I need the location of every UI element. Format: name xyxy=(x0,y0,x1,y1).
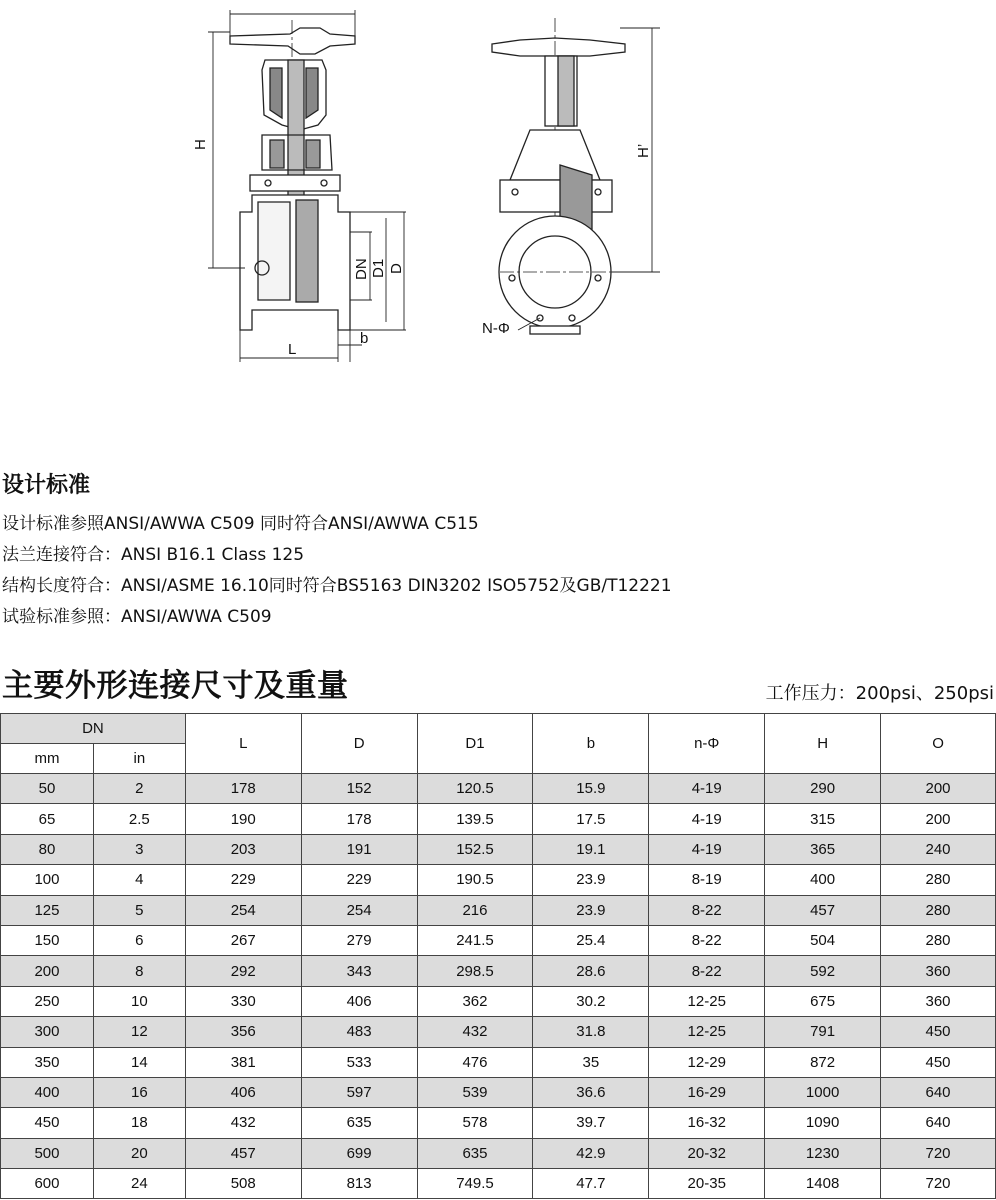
table-cell: 4-19 xyxy=(649,804,765,834)
table-cell: 20 xyxy=(93,1138,185,1168)
table-cell: 25.4 xyxy=(533,925,649,955)
table-cell: 450 xyxy=(881,1017,996,1047)
table-cell: 280 xyxy=(881,925,996,955)
table-cell: 47.7 xyxy=(533,1169,649,1199)
table-cell: 360 xyxy=(881,956,996,986)
table-row xyxy=(1,956,996,986)
table-cell: 315 xyxy=(765,804,881,834)
table-cell: 18 xyxy=(93,1108,185,1138)
table-cell: 191 xyxy=(301,834,417,864)
valve-technical-drawing xyxy=(0,0,996,380)
table-row xyxy=(1,925,996,955)
working-pressure: 工作压力：200psi、250psi xyxy=(765,683,994,704)
table-cell: 216 xyxy=(417,895,533,925)
label-d: D xyxy=(388,263,405,274)
table-cell: 65 xyxy=(1,804,94,834)
table-cell: 597 xyxy=(301,1077,417,1107)
table-cell: 178 xyxy=(185,774,301,804)
table-cell: 200 xyxy=(881,774,996,804)
table-cell: 39.7 xyxy=(533,1108,649,1138)
table-cell: 31.8 xyxy=(533,1017,649,1047)
table-cell: 720 xyxy=(881,1169,996,1199)
table-cell: 20-32 xyxy=(649,1138,765,1168)
table-cell: 16-32 xyxy=(649,1108,765,1138)
table-cell: 5 xyxy=(93,895,185,925)
table-cell: 400 xyxy=(1,1077,94,1107)
table-cell: 254 xyxy=(301,895,417,925)
standards-title: 设计标准 xyxy=(2,473,91,498)
header-mm: mm xyxy=(1,744,94,774)
table-cell: 36.6 xyxy=(533,1077,649,1107)
table-row xyxy=(1,774,996,804)
table-cell: 279 xyxy=(301,925,417,955)
table-cell: 35 xyxy=(533,1047,649,1077)
table-cell: 1230 xyxy=(765,1138,881,1168)
table-cell: 457 xyxy=(185,1138,301,1168)
label-b: b xyxy=(360,330,369,347)
table-cell: 381 xyxy=(185,1047,301,1077)
table-cell: 1408 xyxy=(765,1169,881,1199)
table-cell: 19.1 xyxy=(533,834,649,864)
table-cell: 241.5 xyxy=(417,925,533,955)
table-cell: 23.9 xyxy=(533,895,649,925)
table-cell: 150 xyxy=(1,925,94,955)
header-n-phi: n-Φ xyxy=(649,714,765,774)
table-cell: 813 xyxy=(301,1169,417,1199)
table-cell: 10 xyxy=(93,986,185,1016)
header-h: H xyxy=(765,714,881,774)
table-cell: 28.6 xyxy=(533,956,649,986)
table-cell: 190 xyxy=(185,804,301,834)
table-cell: 592 xyxy=(765,956,881,986)
table-cell: 1090 xyxy=(765,1108,881,1138)
table-cell: 400 xyxy=(765,865,881,895)
table-cell: 200 xyxy=(881,804,996,834)
table-cell: 17.5 xyxy=(533,804,649,834)
table-cell: 12-25 xyxy=(649,986,765,1016)
dimensions-table xyxy=(0,713,996,1199)
table-cell: 12-29 xyxy=(649,1047,765,1077)
table-cell: 699 xyxy=(301,1138,417,1168)
table-cell: 343 xyxy=(301,956,417,986)
table-cell: 450 xyxy=(881,1047,996,1077)
table-cell: 8 xyxy=(93,956,185,986)
table-cell: 200 xyxy=(1,956,94,986)
header-b: b xyxy=(533,714,649,774)
header-l: L xyxy=(185,714,301,774)
table-cell: 640 xyxy=(881,1077,996,1107)
table-row xyxy=(1,1077,996,1107)
standards-line: 结构长度符合：ANSI/ASME 16.10同时符合BS5163 DIN3202 ISO5752及GB/T12221 xyxy=(2,576,672,596)
table-cell: 8-22 xyxy=(649,956,765,986)
table-cell: 3 xyxy=(93,834,185,864)
table-cell: 8-22 xyxy=(649,925,765,955)
table-cell: 504 xyxy=(765,925,881,955)
label-h: H xyxy=(192,139,209,150)
table-cell: 362 xyxy=(417,986,533,1016)
table-row xyxy=(1,1017,996,1047)
table-cell: 20-35 xyxy=(649,1169,765,1199)
label-n-phi: N-Φ xyxy=(482,320,510,337)
table-cell: 240 xyxy=(881,834,996,864)
table-cell: 600 xyxy=(1,1169,94,1199)
table-cell: 267 xyxy=(185,925,301,955)
table-cell: 12-25 xyxy=(649,1017,765,1047)
table-cell: 280 xyxy=(881,895,996,925)
table-row xyxy=(1,804,996,834)
table-cell: 14 xyxy=(93,1047,185,1077)
table-cell: 254 xyxy=(185,895,301,925)
table-cell: 578 xyxy=(417,1108,533,1138)
table-cell: 100 xyxy=(1,865,94,895)
table-cell: 533 xyxy=(301,1047,417,1077)
table-cell: 635 xyxy=(417,1138,533,1168)
table-row xyxy=(1,895,996,925)
table-cell: 2 xyxy=(93,774,185,804)
table-row xyxy=(1,1138,996,1168)
table-cell: 2.5 xyxy=(93,804,185,834)
table-cell: 250 xyxy=(1,986,94,1016)
header-in: in xyxy=(93,744,185,774)
table-cell: 500 xyxy=(1,1138,94,1168)
table-cell: 190.5 xyxy=(417,865,533,895)
table-row xyxy=(1,865,996,895)
table-cell: 791 xyxy=(765,1017,881,1047)
table-cell: 139.5 xyxy=(417,804,533,834)
table-cell: 292 xyxy=(185,956,301,986)
table-row xyxy=(1,1169,996,1199)
table-cell: 8-22 xyxy=(649,895,765,925)
table-cell: 483 xyxy=(301,1017,417,1047)
table-cell: 457 xyxy=(765,895,881,925)
table-cell: 290 xyxy=(765,774,881,804)
table-cell: 229 xyxy=(185,865,301,895)
table-cell: 152 xyxy=(301,774,417,804)
table-cell: 1000 xyxy=(765,1077,881,1107)
table-cell: 4-19 xyxy=(649,834,765,864)
table-cell: 80 xyxy=(1,834,94,864)
label-dn: DN xyxy=(353,258,370,280)
standards-line: 试验标准参照：ANSI/AWWA C509 xyxy=(2,607,272,627)
table-cell: 30.2 xyxy=(533,986,649,1016)
table-cell: 152.5 xyxy=(417,834,533,864)
table-row xyxy=(1,834,996,864)
table-cell: 125 xyxy=(1,895,94,925)
table-cell: 280 xyxy=(881,865,996,895)
table-cell: 635 xyxy=(301,1108,417,1138)
table-cell: 330 xyxy=(185,986,301,1016)
table-cell: 675 xyxy=(765,986,881,1016)
table-cell: 4 xyxy=(93,865,185,895)
table-cell: 120.5 xyxy=(417,774,533,804)
table-cell: 406 xyxy=(185,1077,301,1107)
table-cell: 749.5 xyxy=(417,1169,533,1199)
table-cell: 300 xyxy=(1,1017,94,1047)
header-d: D xyxy=(301,714,417,774)
table-cell: 360 xyxy=(881,986,996,1016)
table-cell: 23.9 xyxy=(533,865,649,895)
table-cell: 406 xyxy=(301,986,417,1016)
table-cell: 24 xyxy=(93,1169,185,1199)
table-row xyxy=(1,1047,996,1077)
table-cell: 16-29 xyxy=(649,1077,765,1107)
table-cell: 12 xyxy=(93,1017,185,1047)
header-d1: D1 xyxy=(417,714,533,774)
label-l: L xyxy=(288,341,297,358)
dimensions-title: 主要外形连接尺寸及重量 xyxy=(2,668,349,704)
table-cell: 229 xyxy=(301,865,417,895)
table-cell: 178 xyxy=(301,804,417,834)
table-cell: 8-19 xyxy=(649,865,765,895)
table-cell: 640 xyxy=(881,1108,996,1138)
table-cell: 42.9 xyxy=(533,1138,649,1168)
table-row xyxy=(1,1108,996,1138)
table-cell: 16 xyxy=(93,1077,185,1107)
table-cell: 720 xyxy=(881,1138,996,1168)
table-cell: 508 xyxy=(185,1169,301,1199)
table-row xyxy=(1,986,996,1016)
table-cell: 298.5 xyxy=(417,956,533,986)
table-cell: 15.9 xyxy=(533,774,649,804)
table-cell: 50 xyxy=(1,774,94,804)
table-cell: 432 xyxy=(185,1108,301,1138)
table-cell: 432 xyxy=(417,1017,533,1047)
table-cell: 365 xyxy=(765,834,881,864)
table-cell: 476 xyxy=(417,1047,533,1077)
standards-line: 法兰连接符合：ANSI B16.1 Class 125 xyxy=(2,545,305,565)
table-cell: 872 xyxy=(765,1047,881,1077)
label-h-prime: H’ xyxy=(635,143,652,158)
table-cell: 350 xyxy=(1,1047,94,1077)
table-cell: 450 xyxy=(1,1108,94,1138)
standards-list xyxy=(2,509,672,633)
header-dn: DN xyxy=(1,714,186,744)
table-cell: 356 xyxy=(185,1017,301,1047)
table-cell: 539 xyxy=(417,1077,533,1107)
table-cell: 203 xyxy=(185,834,301,864)
table-cell: 6 xyxy=(93,925,185,955)
standards-line: 设计标准参照ANSI/AWWA C509 同时符合ANSI/AWWA C515 xyxy=(2,514,479,534)
table-cell: 4-19 xyxy=(649,774,765,804)
label-d1: D1 xyxy=(370,258,387,278)
header-o: O xyxy=(881,714,996,774)
